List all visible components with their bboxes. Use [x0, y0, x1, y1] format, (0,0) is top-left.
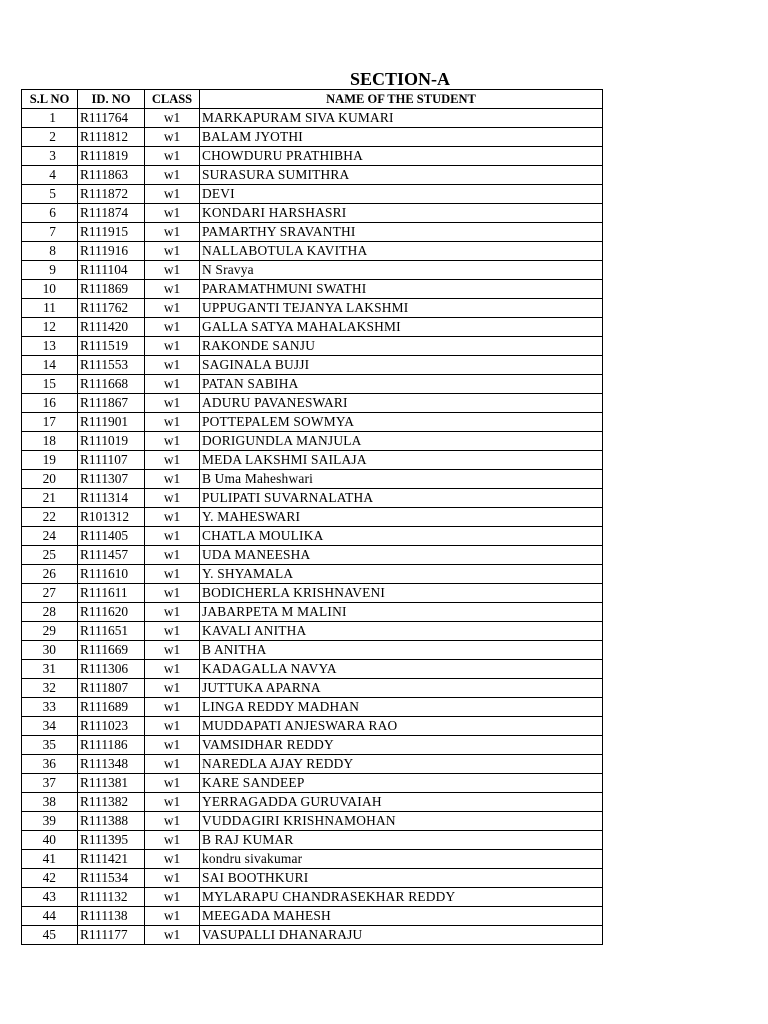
- class-cell: w1: [145, 812, 200, 831]
- sl-no-cell: 43: [22, 888, 78, 907]
- id-no-cell: R111519: [78, 337, 145, 356]
- id-no-cell: R111901: [78, 413, 145, 432]
- id-no-cell: R111177: [78, 926, 145, 945]
- id-no-cell: R111689: [78, 698, 145, 717]
- table-row: [22, 793, 603, 812]
- student-name-cell: BALAM JYOTHI: [200, 128, 603, 147]
- sl-no-cell: 8: [22, 242, 78, 261]
- student-name-cell: MARKAPURAM SIVA KUMARI: [200, 109, 603, 128]
- table-row: [22, 888, 603, 907]
- class-cell: w1: [145, 413, 200, 432]
- class-cell: w1: [145, 489, 200, 508]
- table-row: [22, 299, 603, 318]
- sl-no-cell: 5: [22, 185, 78, 204]
- class-cell: w1: [145, 850, 200, 869]
- class-cell: w1: [145, 394, 200, 413]
- sl-no-cell: 3: [22, 147, 78, 166]
- sl-no-cell: 24: [22, 527, 78, 546]
- class-cell: w1: [145, 698, 200, 717]
- sl-no-cell: 9: [22, 261, 78, 280]
- class-cell: w1: [145, 565, 200, 584]
- table-row: [22, 470, 603, 489]
- table-row: [22, 565, 603, 584]
- sl-no-cell: 22: [22, 508, 78, 527]
- class-cell: w1: [145, 831, 200, 850]
- sl-no-cell: 27: [22, 584, 78, 603]
- class-cell: w1: [145, 432, 200, 451]
- id-no-cell: R111534: [78, 869, 145, 888]
- class-cell: w1: [145, 109, 200, 128]
- table-row: [22, 850, 603, 869]
- sl-no-cell: 40: [22, 831, 78, 850]
- table-row: [22, 660, 603, 679]
- id-no-cell: R111132: [78, 888, 145, 907]
- sl-no-cell: 29: [22, 622, 78, 641]
- student-name-cell: DORIGUNDLA MANJULA: [200, 432, 603, 451]
- student-name-cell: KARE SANDEEP: [200, 774, 603, 793]
- sl-no-cell: 6: [22, 204, 78, 223]
- student-name-cell: Y. MAHESWARI: [200, 508, 603, 527]
- class-cell: w1: [145, 888, 200, 907]
- id-no-cell: R111138: [78, 907, 145, 926]
- table-row: [22, 318, 603, 337]
- id-no-cell: R111420: [78, 318, 145, 337]
- student-table: [21, 89, 603, 945]
- table-row: [22, 280, 603, 299]
- table-row: [22, 489, 603, 508]
- class-cell: w1: [145, 907, 200, 926]
- sl-no-cell: 31: [22, 660, 78, 679]
- student-name-cell: VUDDAGIRI KRISHNAMOHAN: [200, 812, 603, 831]
- id-no-cell: R111388: [78, 812, 145, 831]
- student-name-cell: VAMSIDHAR REDDY: [200, 736, 603, 755]
- id-no-cell: R111668: [78, 375, 145, 394]
- student-name-cell: B ANITHA: [200, 641, 603, 660]
- table-row: [22, 375, 603, 394]
- table-row: [22, 128, 603, 147]
- id-no-cell: R111812: [78, 128, 145, 147]
- student-name-cell: CHATLA MOULIKA: [200, 527, 603, 546]
- sl-no-cell: 30: [22, 641, 78, 660]
- table-row: [22, 907, 603, 926]
- id-no-cell: R111421: [78, 850, 145, 869]
- student-name-cell: kondru sivakumar: [200, 850, 603, 869]
- class-cell: w1: [145, 242, 200, 261]
- id-no-cell: R111764: [78, 109, 145, 128]
- id-no-cell: R111306: [78, 660, 145, 679]
- table-row: [22, 774, 603, 793]
- table-row: [22, 451, 603, 470]
- id-no-cell: R111863: [78, 166, 145, 185]
- class-cell: w1: [145, 147, 200, 166]
- table-row: [22, 698, 603, 717]
- table-row: [22, 584, 603, 603]
- student-name-cell: LINGA REDDY MADHAN: [200, 698, 603, 717]
- class-cell: w1: [145, 299, 200, 318]
- id-no-cell: R111019: [78, 432, 145, 451]
- sl-no-cell: 44: [22, 907, 78, 926]
- class-cell: w1: [145, 318, 200, 337]
- id-no-cell: R111762: [78, 299, 145, 318]
- table-row: [22, 679, 603, 698]
- class-cell: w1: [145, 869, 200, 888]
- student-name-cell: NALLABOTULA KAVITHA: [200, 242, 603, 261]
- table-row: [22, 356, 603, 375]
- table-row: [22, 869, 603, 888]
- table-row: [22, 755, 603, 774]
- id-no-cell: R111872: [78, 185, 145, 204]
- id-no-cell: R111405: [78, 527, 145, 546]
- class-cell: w1: [145, 337, 200, 356]
- sl-no-cell: 10: [22, 280, 78, 299]
- class-cell: w1: [145, 451, 200, 470]
- student-name-cell: MYLARAPU CHANDRASEKHAR REDDY: [200, 888, 603, 907]
- student-name-cell: UDA MANEESHA: [200, 546, 603, 565]
- sl-no-cell: 36: [22, 755, 78, 774]
- table-row: [22, 242, 603, 261]
- sl-no-cell: 25: [22, 546, 78, 565]
- table-row: [22, 831, 603, 850]
- table-row: [22, 603, 603, 622]
- student-name-cell: PULIPATI SUVARNALATHA: [200, 489, 603, 508]
- id-no-cell: R111381: [78, 774, 145, 793]
- class-cell: w1: [145, 356, 200, 375]
- sl-no-cell: 14: [22, 356, 78, 375]
- id-no-cell: R111348: [78, 755, 145, 774]
- table-row: [22, 527, 603, 546]
- sl-no-cell: 4: [22, 166, 78, 185]
- id-no-cell: R111610: [78, 565, 145, 584]
- table-row: [22, 394, 603, 413]
- class-cell: w1: [145, 261, 200, 280]
- student-name-cell: JUTTUKA APARNA: [200, 679, 603, 698]
- id-no-cell: R111819: [78, 147, 145, 166]
- id-no-cell: R111620: [78, 603, 145, 622]
- table-row: [22, 508, 603, 527]
- sl-no-cell: 11: [22, 299, 78, 318]
- sl-no-cell: 42: [22, 869, 78, 888]
- student-name-cell: CHOWDURU PRATHIBHA: [200, 147, 603, 166]
- table-body: [22, 109, 603, 945]
- id-no-cell: R111107: [78, 451, 145, 470]
- class-cell: w1: [145, 128, 200, 147]
- id-no-cell: R101312: [78, 508, 145, 527]
- sl-no-cell: 2: [22, 128, 78, 147]
- student-name-cell: VASUPALLI DHANARAJU: [200, 926, 603, 945]
- sl-no-cell: 33: [22, 698, 78, 717]
- table-row: [22, 546, 603, 565]
- header-id-no: ID. NO: [78, 90, 145, 109]
- id-no-cell: R111023: [78, 717, 145, 736]
- student-name-cell: SAGINALA BUJJI: [200, 356, 603, 375]
- sl-no-cell: 16: [22, 394, 78, 413]
- student-name-cell: ADURU PAVANESWARI: [200, 394, 603, 413]
- sl-no-cell: 32: [22, 679, 78, 698]
- class-cell: w1: [145, 603, 200, 622]
- class-cell: w1: [145, 527, 200, 546]
- class-cell: w1: [145, 166, 200, 185]
- student-name-cell: GALLA SATYA MAHALAKSHMI: [200, 318, 603, 337]
- section-title: SECTION-A: [349, 69, 451, 89]
- student-name-cell: KAVALI ANITHA: [200, 622, 603, 641]
- id-no-cell: R111104: [78, 261, 145, 280]
- id-no-cell: R111457: [78, 546, 145, 565]
- class-cell: w1: [145, 622, 200, 641]
- id-no-cell: R111915: [78, 223, 145, 242]
- student-name-cell: Y. SHYAMALA: [200, 565, 603, 584]
- student-name-cell: JABARPETA M MALINI: [200, 603, 603, 622]
- class-cell: w1: [145, 774, 200, 793]
- id-no-cell: R111869: [78, 280, 145, 299]
- student-name-cell: N Sravya: [200, 261, 603, 280]
- table-row: [22, 641, 603, 660]
- sl-no-cell: 7: [22, 223, 78, 242]
- class-cell: w1: [145, 660, 200, 679]
- class-cell: w1: [145, 755, 200, 774]
- header-class: CLASS: [145, 90, 200, 109]
- id-no-cell: R111611: [78, 584, 145, 603]
- sl-no-cell: 15: [22, 375, 78, 394]
- id-no-cell: R111669: [78, 641, 145, 660]
- id-no-cell: R111874: [78, 204, 145, 223]
- table-row: [22, 622, 603, 641]
- sl-no-cell: 18: [22, 432, 78, 451]
- table-row: [22, 109, 603, 128]
- student-name-cell: SAI BOOTHKURI: [200, 869, 603, 888]
- student-name-cell: B Uma Maheshwari: [200, 470, 603, 489]
- sl-no-cell: 26: [22, 565, 78, 584]
- class-cell: w1: [145, 470, 200, 489]
- class-cell: w1: [145, 926, 200, 945]
- student-name-cell: RAKONDE SANJU: [200, 337, 603, 356]
- sl-no-cell: 13: [22, 337, 78, 356]
- class-cell: w1: [145, 717, 200, 736]
- sl-no-cell: 41: [22, 850, 78, 869]
- class-cell: w1: [145, 375, 200, 394]
- student-name-cell: MEDA LAKSHMI SAILAJA: [200, 451, 603, 470]
- sl-no-cell: 21: [22, 489, 78, 508]
- sl-no-cell: 1: [22, 109, 78, 128]
- class-cell: w1: [145, 679, 200, 698]
- table-row: [22, 337, 603, 356]
- class-cell: w1: [145, 793, 200, 812]
- header-sl-no: S.L NO: [22, 90, 78, 109]
- sl-no-cell: 20: [22, 470, 78, 489]
- class-cell: w1: [145, 546, 200, 565]
- id-no-cell: R111307: [78, 470, 145, 489]
- id-no-cell: R111807: [78, 679, 145, 698]
- student-name-cell: PATAN SABIHA: [200, 375, 603, 394]
- sl-no-cell: 45: [22, 926, 78, 945]
- table-row: [22, 261, 603, 280]
- class-cell: w1: [145, 736, 200, 755]
- student-name-cell: KADAGALLA NAVYA: [200, 660, 603, 679]
- sl-no-cell: 37: [22, 774, 78, 793]
- class-cell: w1: [145, 508, 200, 527]
- table-row: [22, 185, 603, 204]
- table-row: [22, 147, 603, 166]
- student-name-cell: MUDDAPATI ANJESWARA RAO: [200, 717, 603, 736]
- class-cell: w1: [145, 185, 200, 204]
- table-row: [22, 432, 603, 451]
- student-name-cell: POTTEPALEM SOWMYA: [200, 413, 603, 432]
- table-row: [22, 736, 603, 755]
- class-cell: w1: [145, 584, 200, 603]
- sl-no-cell: 35: [22, 736, 78, 755]
- id-no-cell: R111916: [78, 242, 145, 261]
- student-name-cell: PAMARTHY SRAVANTHI: [200, 223, 603, 242]
- student-name-cell: MEEGADA MAHESH: [200, 907, 603, 926]
- sl-no-cell: 19: [22, 451, 78, 470]
- id-no-cell: R111314: [78, 489, 145, 508]
- class-cell: w1: [145, 223, 200, 242]
- header-row: [22, 90, 603, 109]
- sl-no-cell: 34: [22, 717, 78, 736]
- id-no-cell: R111867: [78, 394, 145, 413]
- id-no-cell: R111553: [78, 356, 145, 375]
- header-student-name: NAME OF THE STUDENT: [200, 90, 603, 109]
- student-name-cell: UPPUGANTI TEJANYA LAKSHMI: [200, 299, 603, 318]
- table-row: [22, 204, 603, 223]
- id-no-cell: R111395: [78, 831, 145, 850]
- table-row: [22, 223, 603, 242]
- sl-no-cell: 12: [22, 318, 78, 337]
- student-name-cell: SURASURA SUMITHRA: [200, 166, 603, 185]
- student-name-cell: NAREDLA AJAY REDDY: [200, 755, 603, 774]
- student-name-cell: KONDARI HARSHASRI: [200, 204, 603, 223]
- student-name-cell: BODICHERLA KRISHNAVENI: [200, 584, 603, 603]
- student-name-cell: B RAJ KUMAR: [200, 831, 603, 850]
- sl-no-cell: 17: [22, 413, 78, 432]
- class-cell: w1: [145, 280, 200, 299]
- student-name-cell: DEVI: [200, 185, 603, 204]
- id-no-cell: R111186: [78, 736, 145, 755]
- student-name-cell: YERRAGADDA GURUVAIAH: [200, 793, 603, 812]
- id-no-cell: R111651: [78, 622, 145, 641]
- sl-no-cell: 38: [22, 793, 78, 812]
- table-row: [22, 717, 603, 736]
- table-row: [22, 166, 603, 185]
- sl-no-cell: 28: [22, 603, 78, 622]
- table-row: [22, 926, 603, 945]
- class-cell: w1: [145, 204, 200, 223]
- student-name-cell: PARAMATHMUNI SWATHI: [200, 280, 603, 299]
- id-no-cell: R111382: [78, 793, 145, 812]
- sl-no-cell: 39: [22, 812, 78, 831]
- table-row: [22, 812, 603, 831]
- table-row: [22, 413, 603, 432]
- class-cell: w1: [145, 641, 200, 660]
